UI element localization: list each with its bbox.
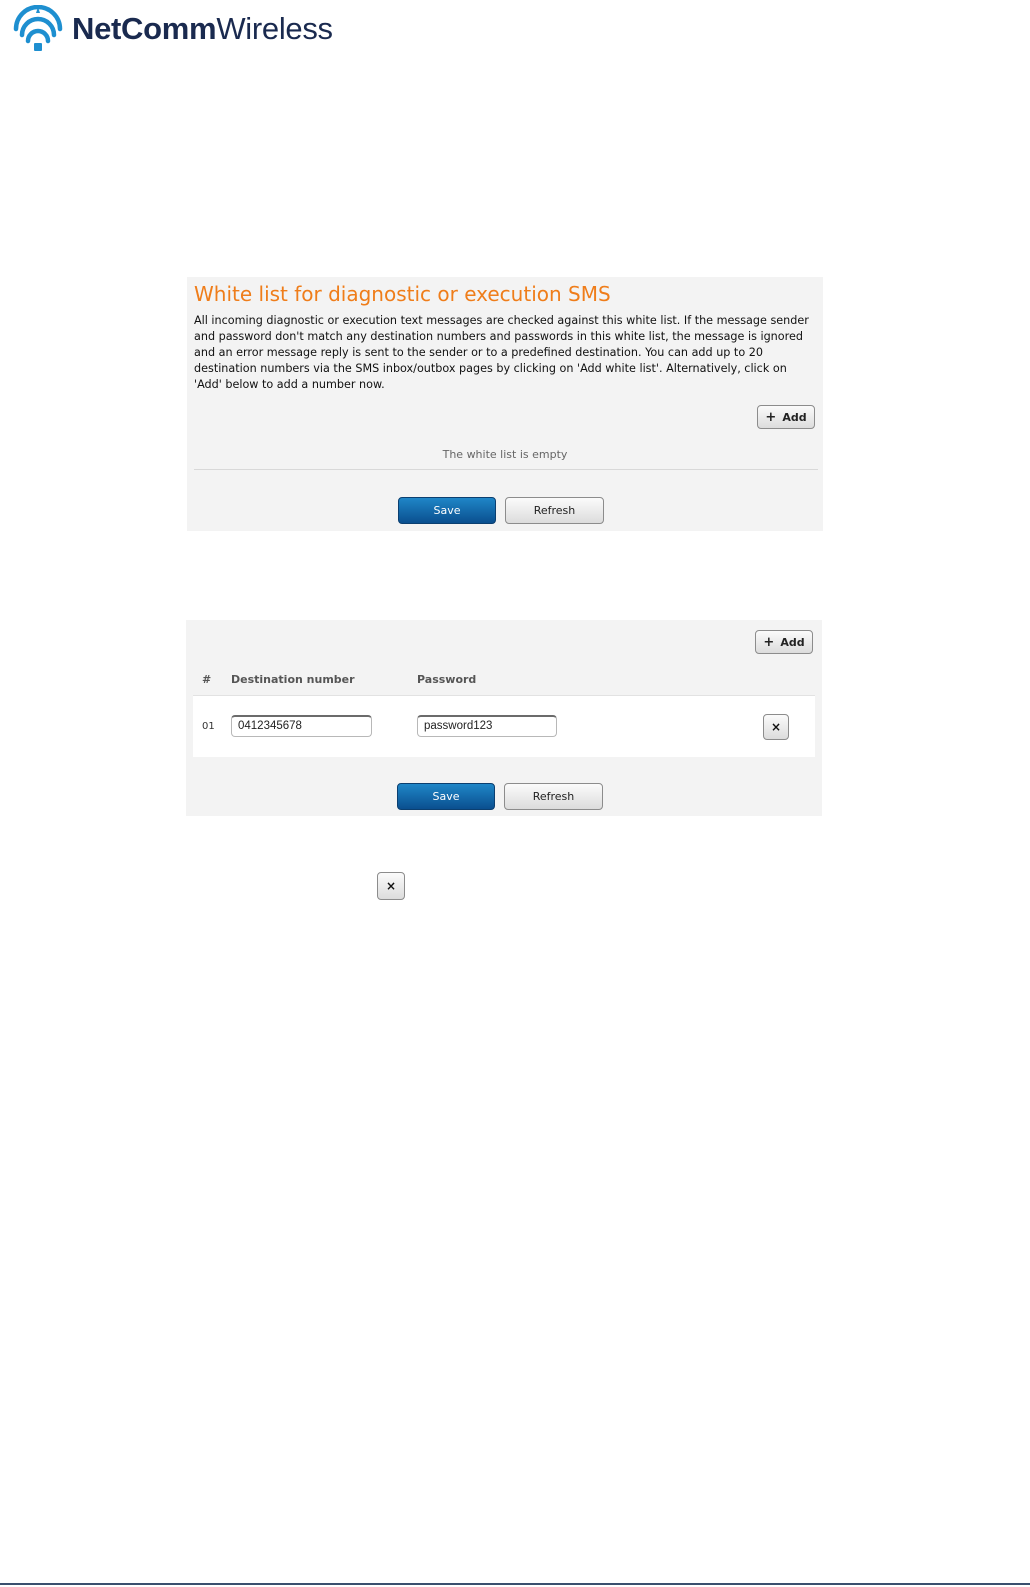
plus-icon: + [763,634,775,650]
add-button[interactable] [757,405,815,429]
plus-icon: + [765,409,777,425]
column-header-index: # [202,673,212,686]
close-icon: × [770,720,782,734]
destination-number-field[interactable]: 0412345678 [231,715,372,737]
panel-description: All incoming diagnostic or execution text messages are checked against this white list. If the message sender and password don't match any destination numbers and passwords in this white list, the message is ignored and an error message reply is sent to the sender or to a predefined destination. You can add up to 20 destination numbers via the SMS inbox/outbox pages by clicking on 'Add white list'. Alternatively, click on 'Add' below to add a number now. [194,314,809,391]
column-header-destination: Destination number [231,673,355,686]
add-button[interactable] [755,630,813,654]
wifi-signal-icon [10,5,66,53]
brand-name: NetCommWireless [72,11,333,46]
add-label: Add [782,410,807,424]
refresh-button[interactable]: Refresh [505,497,604,524]
delete-button-example[interactable] [377,872,405,900]
close-icon: × [385,879,397,893]
table-row [193,695,815,757]
column-header-password: Password [417,673,477,686]
whitelist-empty-panel [187,277,823,531]
row-index: 01 [202,721,215,732]
divider [194,469,818,470]
netcomm-logo [10,5,333,53]
delete-row-button[interactable] [763,714,789,740]
save-button[interactable]: Save [397,783,495,810]
add-label: Add [780,635,805,649]
empty-list-message: The white list is empty [442,448,568,461]
password-field[interactable]: password123 [417,715,557,737]
panel-title: White list for diagnostic or execution SMS [194,282,611,306]
whitelist-entries-panel [186,620,822,816]
save-button[interactable]: Save [398,497,496,524]
refresh-button[interactable]: Refresh [504,783,603,810]
footer-divider [0,1583,1030,1585]
